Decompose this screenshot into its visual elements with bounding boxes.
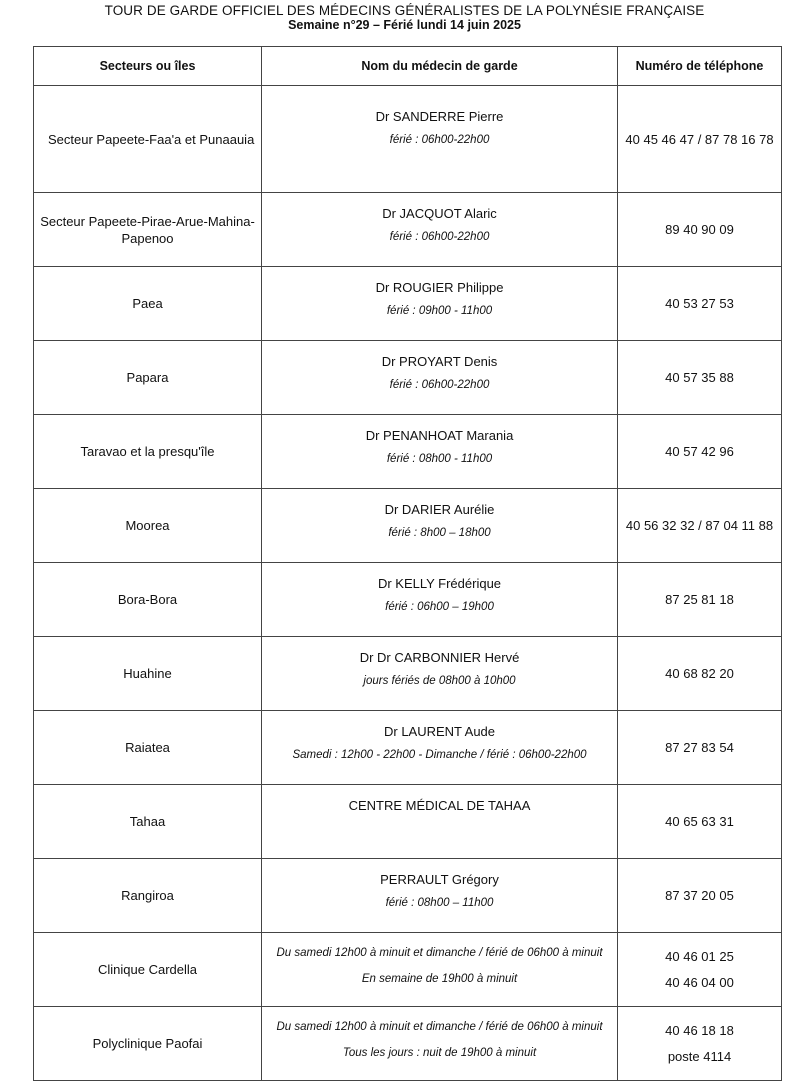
clinic-phone-1: 40 46 01 25	[665, 949, 734, 964]
phone-cell: 40 57 35 88	[618, 341, 782, 415]
clinic-phone-1: 40 46 18 18	[665, 1023, 734, 1038]
table-row	[34, 785, 782, 859]
doctor-name: CENTRE MÉDICAL DE TAHAA	[348, 798, 531, 813]
document-subtitle: Semaine n°29 – Férié lundi 14 juin 2025	[288, 18, 521, 32]
clinic-hours-daily: Tous les jours : nuit de 19h00 à minuit	[342, 1047, 537, 1059]
doctor-cell	[262, 933, 618, 1007]
doctor-hours: Samedi : 12h00 - 22h00 - Dimanche / férié : 06h00-22h00	[292, 749, 587, 761]
phone-cell	[618, 933, 782, 1007]
sector-cell: Papara	[34, 341, 262, 415]
clinic-phone-2: 40 46 04 00	[665, 975, 734, 990]
doctor-cell	[262, 415, 618, 489]
clinic-hours-weekday: En semaine de 19h00 à minuit	[361, 973, 518, 985]
document-title: TOUR DE GARDE OFFICIEL DES MÉDECINS GÉNÉRALISTES DE LA POLYNÉSIE FRANÇAISE	[104, 3, 705, 18]
phone-cell: 40 56 32 32 / 87 04 11 88	[618, 489, 782, 563]
table-row	[34, 711, 782, 785]
phone-cell: 40 45 46 47 / 87 78 16 78	[618, 86, 782, 193]
sector-cell: Rangiroa	[34, 859, 262, 933]
table-row	[34, 859, 782, 933]
doctor-cell	[262, 489, 618, 563]
phone-cell	[618, 1007, 782, 1081]
doctor-cell	[262, 341, 618, 415]
header-sector: Secteurs ou îles	[34, 47, 262, 86]
doctor-cell	[262, 563, 618, 637]
doctor-hours: férié : 06h00 – 19h00	[385, 601, 494, 613]
doctor-name: Dr Dr CARBONNIER Hervé	[359, 650, 520, 665]
phone-cell: 89 40 90 09	[618, 193, 782, 267]
clinic-hours-weekend: Du samedi 12h00 à minuit et dimanche / férié de 06h00 à minuit	[276, 1021, 603, 1033]
sector-cell: Polyclinique Paofai	[34, 1007, 262, 1081]
sector-cell: Secteur Papeete-Faa'a et Punaauia	[34, 86, 262, 193]
table-row	[34, 489, 782, 563]
sector-cell: Moorea	[34, 489, 262, 563]
doctor-hours: férié : 06h00-22h00	[389, 231, 490, 243]
doctor-name: Dr SANDERRE Pierre	[375, 109, 504, 124]
table-row	[34, 933, 782, 1007]
phone-cell: 87 37 20 05	[618, 859, 782, 933]
doctor-hours: férié : 08h00 – 11h00	[385, 897, 494, 909]
doctor-cell	[262, 859, 618, 933]
doctor-hours: férié : 08h00 - 11h00	[386, 453, 493, 465]
table-row	[34, 415, 782, 489]
doctor-hours: férié : 09h00 - 11h00	[386, 305, 493, 317]
header-phone: Numéro de téléphone	[618, 47, 782, 86]
doctor-name: Dr PENANHOAT Marania	[365, 428, 514, 443]
sector-cell: Taravao et la presqu'île	[34, 415, 262, 489]
phone-cell: 40 53 27 53	[618, 267, 782, 341]
phone-cell: 87 27 83 54	[618, 711, 782, 785]
sector-cell: Huahine	[34, 637, 262, 711]
doctor-name: Dr PROYART Denis	[381, 354, 498, 369]
doctor-cell	[262, 637, 618, 711]
clinic-phone-extension: poste 4114	[667, 1049, 732, 1064]
doctor-hours: férié : 8h00 – 18h00	[388, 527, 491, 539]
sector-cell: Clinique Cardella	[34, 933, 262, 1007]
table-row	[34, 563, 782, 637]
doctor-cell	[262, 1007, 618, 1081]
doctor-cell	[262, 711, 618, 785]
sector-cell: Paea	[34, 267, 262, 341]
doctor-cell	[262, 785, 618, 859]
doctor-name: Dr LAURENT Aude	[383, 724, 496, 739]
sector-cell: Secteur Papeete-Pirae-Arue-Mahina-Papenoo	[34, 193, 262, 267]
doctor-name: Dr ROUGIER Philippe	[375, 280, 504, 295]
table-row	[34, 86, 782, 193]
doctor-cell	[262, 267, 618, 341]
doctor-name: Dr DARIER Aurélie	[384, 502, 495, 517]
header-doctor: Nom du médecin de garde	[262, 47, 618, 86]
phone-cell: 40 68 82 20	[618, 637, 782, 711]
table-row	[34, 637, 782, 711]
doctor-cell	[262, 193, 618, 267]
doctor-hours: férié : 06h00-22h00	[389, 379, 490, 391]
doctor-cell	[262, 86, 618, 193]
sector-cell: Bora-Bora	[34, 563, 262, 637]
document-header	[0, 0, 809, 33]
table-row	[34, 341, 782, 415]
phone-cell: 87 25 81 18	[618, 563, 782, 637]
doctor-name: PERRAULT Grégory	[380, 872, 499, 887]
doctor-hours: férié : 06h00-22h00	[389, 134, 490, 146]
phone-cell: 40 65 63 31	[618, 785, 782, 859]
doctor-hours: jours fériés de 08h00 à 10h00	[363, 675, 516, 687]
table-row	[34, 193, 782, 267]
table-row	[34, 1007, 782, 1081]
phone-cell: 40 57 42 96	[618, 415, 782, 489]
table-header-row	[34, 47, 782, 86]
doctor-name: Dr JACQUOT Alaric	[382, 206, 497, 221]
doctor-name: Dr KELLY Frédérique	[377, 576, 502, 591]
sector-cell: Raiatea	[34, 711, 262, 785]
clinic-hours-weekend: Du samedi 12h00 à minuit et dimanche / férié de 06h00 à minuit	[276, 947, 603, 959]
table-row	[34, 267, 782, 341]
sector-cell: Tahaa	[34, 785, 262, 859]
